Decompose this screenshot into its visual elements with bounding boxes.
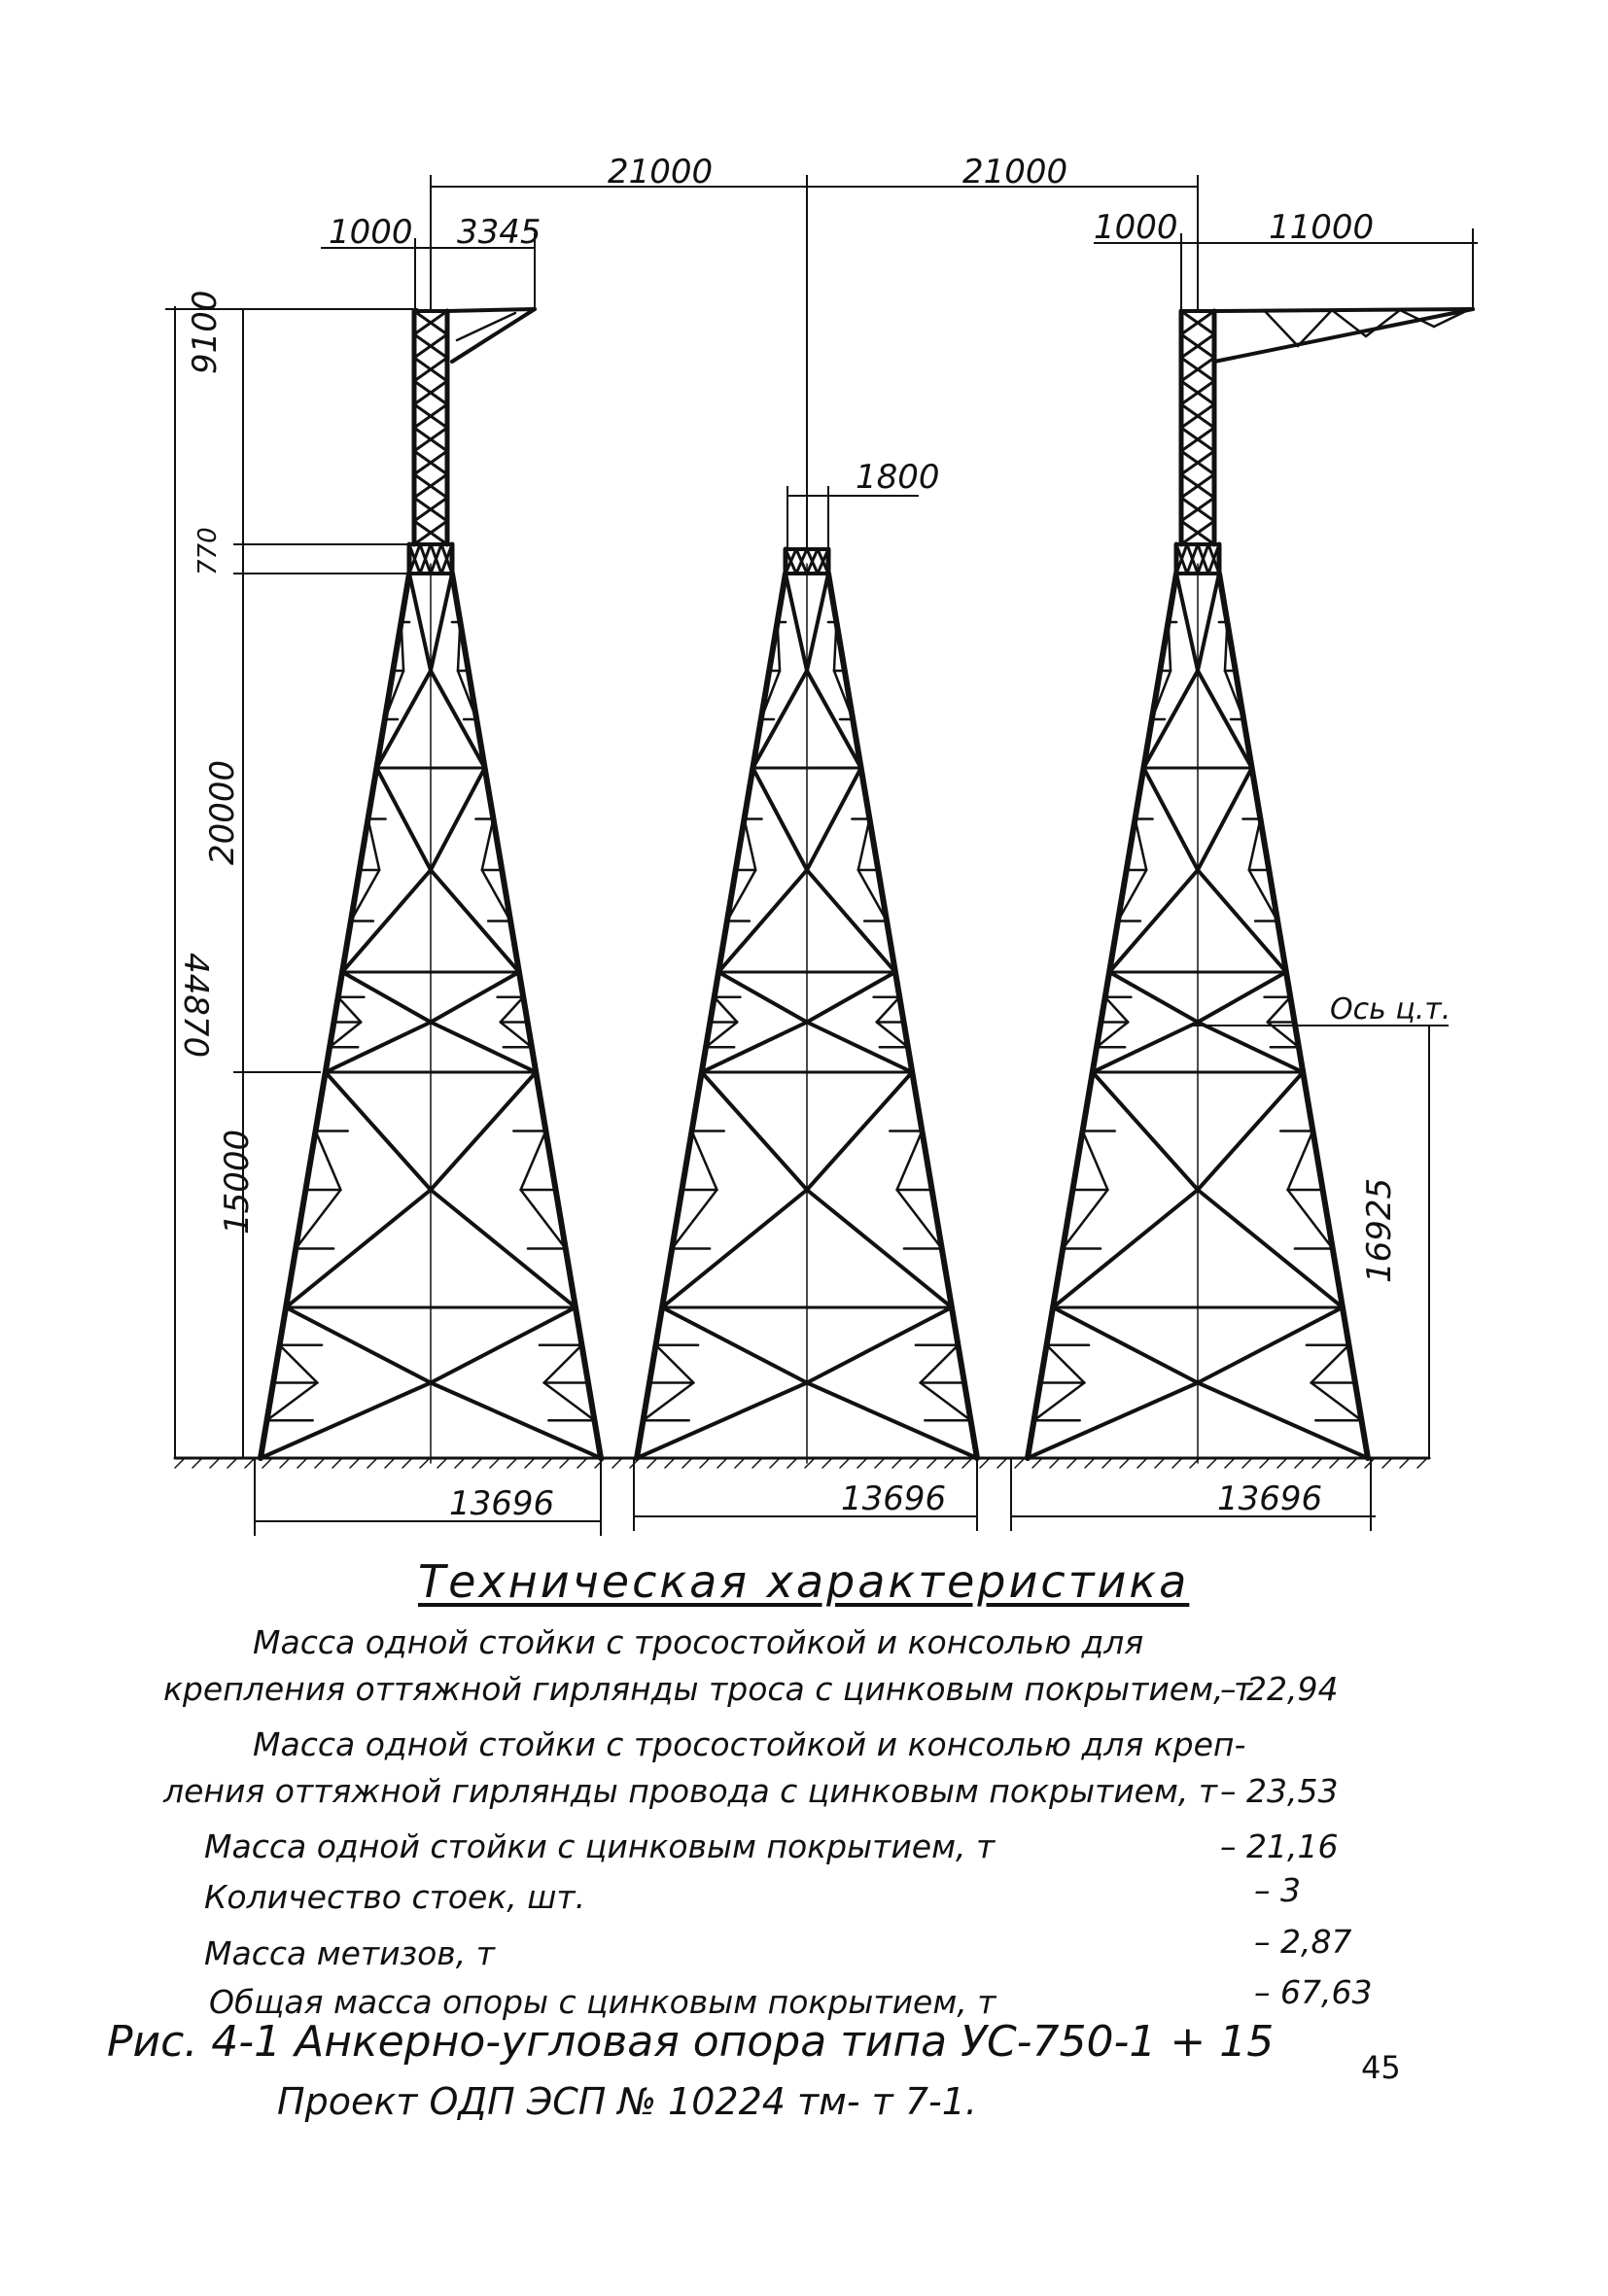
dim-height-total: 44870 — [176, 953, 215, 1059]
right-tower-sub-brace — [1225, 622, 1227, 671]
mid-tower-sub-brace — [692, 1131, 717, 1191]
right-console-bottom — [1214, 309, 1473, 362]
spec-row-1-line1: Масса одной стойки с тросостойкой и консолью для — [253, 1623, 1144, 1661]
dim-height-joint: 770 — [193, 527, 223, 575]
left-tower-sub-brace — [402, 622, 403, 671]
mid-tower-brace — [786, 574, 807, 671]
dim-left-top-b: 3345 — [457, 213, 542, 252]
right-tower-sub-brace — [1288, 1131, 1313, 1191]
left-tower-leg-left — [261, 574, 409, 1458]
spec-row-3-value: – 21,16 — [1220, 1827, 1339, 1865]
dim-height-top: 9100 — [186, 290, 225, 374]
left-tower-brace — [431, 574, 452, 671]
left-tower-sub-brace — [280, 1345, 318, 1383]
left-tower-sub-brace — [544, 1345, 582, 1383]
right-tower-brace — [1176, 574, 1198, 671]
spec-row-4-value: – 3 — [1254, 1871, 1301, 1909]
mid-tower-brace — [807, 574, 828, 671]
spec-row-4: Количество стоек, шт. — [204, 1878, 586, 1916]
right-tower-sub-brace — [1047, 1345, 1085, 1383]
right-tower-sub-brace — [1169, 622, 1171, 671]
dim-base-right: 13696 — [1217, 1479, 1323, 1518]
spec-row-3: Масса одной стойки с цинковым покрытием, т — [204, 1827, 996, 1865]
left-tower-sub-brace — [316, 1131, 341, 1191]
mid-tower-sub-brace — [778, 622, 780, 671]
spec-row-1-line2: крепления оттяжной гирлянды троса с цинковым покрытием, т — [163, 1670, 1253, 1708]
dim-mid-top: 1800 — [856, 458, 940, 497]
mid-tower-sub-brace — [715, 997, 738, 1023]
mid-tower-sub-brace — [897, 1131, 923, 1191]
right-tower-brace — [1198, 574, 1219, 671]
right-tower-sub-brace — [1311, 1345, 1349, 1383]
left-tower-sub-brace — [368, 819, 380, 871]
left-tower-sub-brace — [458, 622, 460, 671]
mid-tower-sub-brace — [656, 1345, 694, 1383]
right-console-brace — [1264, 310, 1298, 346]
page-number: 45 — [1361, 2049, 1401, 2086]
spec-row-5: Масса метизов, т — [204, 1934, 495, 1972]
dim-span-left: 21000 — [608, 153, 714, 191]
dim-left-top-a: 1000 — [329, 213, 413, 252]
mid-tower-sub-brace — [921, 1345, 959, 1383]
mid-tower-leg-left — [637, 574, 786, 1458]
right-console-top — [1214, 309, 1473, 311]
dim-height-mid: 20000 — [203, 759, 242, 865]
mid-tower-leg-right — [828, 574, 977, 1458]
figure-caption-project: Проект ОДП ЭСП № 10224 тм- т 7-1. — [277, 2080, 977, 2123]
spec-row-6: Общая масса опоры с цинковым покрытием, т — [209, 1983, 996, 2021]
spec-row-2-value: – 23,53 — [1220, 1772, 1339, 1810]
spec-row-2-line2: ления оттяжной гирлянды провода с цинковым покрытием, т — [163, 1772, 1218, 1810]
spec-row-2-line1: Масса одной стойки с тросостойкой и консолью для креп- — [253, 1725, 1246, 1763]
dim-right-top-a: 1000 — [1094, 208, 1178, 247]
left-tower-sub-brace — [482, 819, 494, 871]
figure-caption: Рис. 4-1 Анкерно-угловая опора типа УС-750-1 + 15 — [107, 2017, 1275, 2067]
right-tower-sub-brace — [1249, 819, 1261, 871]
right-tower-sub-brace — [1136, 819, 1147, 871]
left-tower-brace — [409, 574, 431, 671]
mid-tower-sub-brace — [834, 622, 836, 671]
left-console-diag — [452, 309, 535, 362]
spec-row-5-value: – 2,87 — [1254, 1923, 1352, 1961]
left-tower-sub-brace — [338, 997, 362, 1023]
mid-tower-sub-brace — [858, 819, 870, 871]
mid-tower-sub-brace — [877, 997, 900, 1023]
spec-title: Техническая характеристика — [418, 1555, 1190, 1608]
left-tower-leg-right — [452, 574, 601, 1458]
left-tower-sub-brace — [521, 1131, 546, 1191]
cg-axis-label: Ось ц.т. — [1330, 992, 1451, 1026]
dim-height-low: 15000 — [218, 1129, 257, 1235]
spec-row-1-value: – 22,94 — [1220, 1670, 1339, 1708]
dim-right-top-b: 11000 — [1269, 208, 1375, 247]
dim-base-mid: 13696 — [841, 1479, 947, 1518]
mid-tower-sub-brace — [745, 819, 756, 871]
right-tower-sub-brace — [1083, 1131, 1108, 1191]
dim-cg-height: 16925 — [1360, 1177, 1399, 1283]
dim-base-left: 13696 — [449, 1484, 555, 1523]
left-tower-sub-brace — [501, 997, 524, 1023]
right-tower-sub-brace — [1268, 997, 1291, 1023]
left-console-top — [447, 309, 535, 311]
spec-row-6-value: – 67,63 — [1254, 1973, 1373, 2011]
dim-span-right: 21000 — [962, 153, 1068, 191]
right-tower-leg-left — [1028, 574, 1176, 1458]
right-tower-sub-brace — [1105, 997, 1129, 1023]
